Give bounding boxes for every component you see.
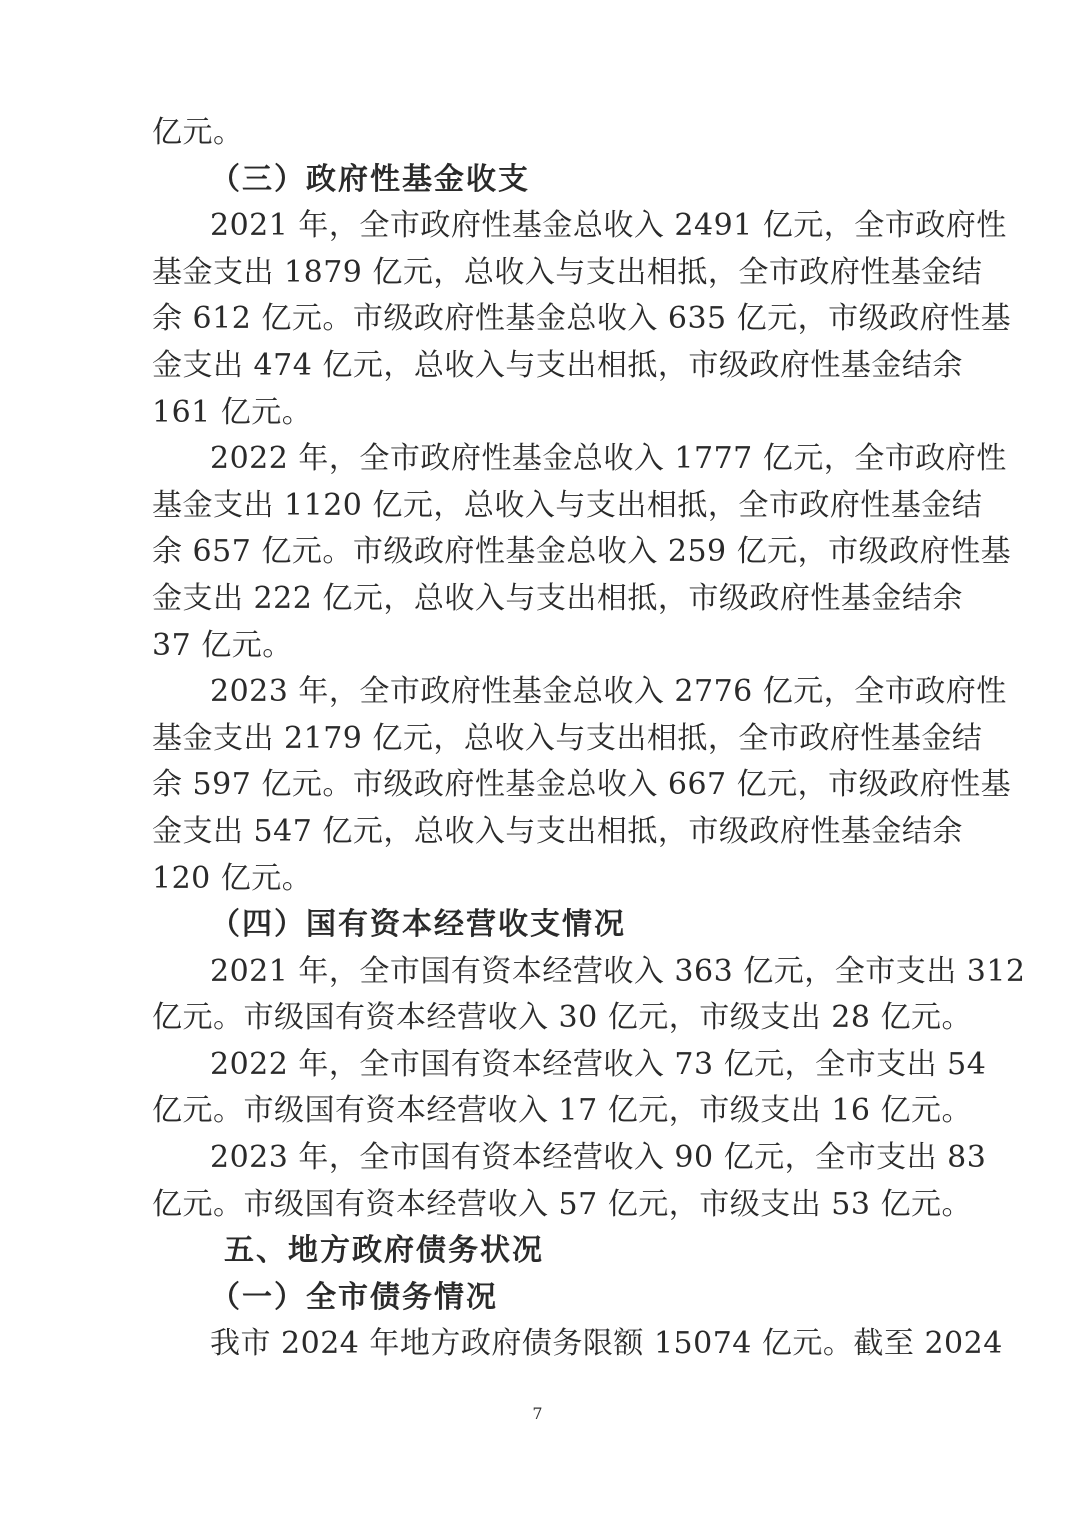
text-line: 金支出 474 亿元，总收入与支出相抵，市级政府性基金结余 [152,347,963,383]
text-line: 2021 年，全市国有资本经营收入 363 亿元，全市支出 312 [210,953,1026,989]
text-line: 基金支出 2179 亿元，总收入与支出相抵，全市政府性基金结 [152,720,983,756]
text-line: 2022 年，全市国有资本经营收入 73 亿元，全市支出 54 [210,1046,987,1082]
text-line: 余 657 亿元。市级政府性基金总收入 259 亿元，市级政府性基 [152,534,1012,570]
text-line: 基金支出 1879 亿元，总收入与支出相抵，全市政府性基金结 [152,254,983,290]
text-line: 2021 年，全市政府性基金总收入 2491 亿元，全市政府性 [210,208,1007,244]
text-line: 37 亿元。 [152,627,293,663]
text-line: 2023 年，全市政府性基金总收入 2776 亿元，全市政府性 [210,674,1007,710]
text-line: 亿元。市级国有资本经营收入 17 亿元，市级支出 16 亿元。 [152,1093,972,1129]
text-line: 余 612 亿元。市级政府性基金总收入 635 亿元，市级政府性基 [152,301,1012,337]
page-number: 7 [532,1404,543,1423]
text-line: 161 亿元。 [152,394,313,430]
text-line: 金支出 222 亿元，总收入与支出相抵，市级政府性基金结余 [152,580,963,616]
text-line: 2023 年，全市国有资本经营收入 90 亿元，全市支出 83 [210,1140,987,1176]
text-line: 120 亿元。 [152,860,313,896]
text-line: 2022 年，全市政府性基金总收入 1777 亿元，全市政府性 [210,441,1007,477]
text-line: 基金支出 1120 亿元，总收入与支出相抵，全市政府性基金结 [152,487,983,523]
chapter-heading: 五、地方政府债务状况 [224,1233,544,1269]
body-text [152,110,1026,1368]
section-heading: （四）国有资本经营收支情况 [210,907,626,943]
section-heading: （一）全市债务情况 [210,1279,498,1315]
text-line: 亿元。 [152,115,244,150]
text-line: 亿元。市级国有资本经营收入 30 亿元，市级支出 28 亿元。 [152,1000,972,1036]
text-line: 余 597 亿元。市级政府性基金总收入 667 亿元，市级政府性基 [152,767,1012,803]
text-line: 我市 2024 年地方政府债务限额 15074 亿元。截至 2024 [210,1326,1003,1362]
section-heading: （三）政府性基金收支 [210,161,530,197]
text-line: 金支出 547 亿元，总收入与支出相抵，市级政府性基金结余 [152,813,963,849]
text-line: 亿元。市级国有资本经营收入 57 亿元，市级支出 53 亿元。 [152,1186,972,1222]
